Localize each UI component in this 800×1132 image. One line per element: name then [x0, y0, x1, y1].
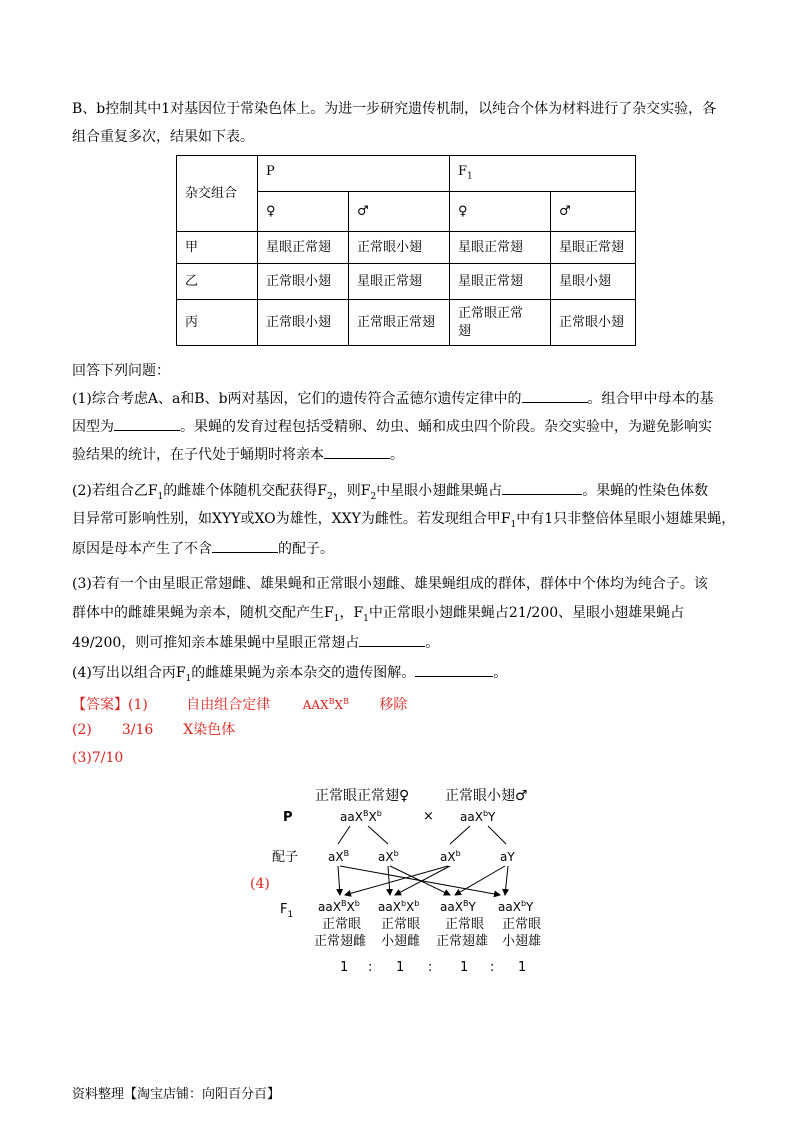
gamete-4: aY	[500, 850, 515, 864]
offspring-1-phenotype-b: 正常翅雌	[314, 934, 367, 949]
header-combo: 杂交组合	[177, 156, 258, 232]
offspring-3-phenotype-b: 正常翅雄	[436, 934, 489, 949]
offspring-1-genotype: $aaX^BX^b$	[318, 899, 360, 914]
ratio-value: 1	[460, 960, 469, 975]
offspring-2-genotype: $aaX^bX^b$	[378, 899, 420, 914]
answer-4-label: (4)	[250, 876, 270, 892]
label-p: P	[283, 810, 293, 825]
q4-line: (4)写出以组合丙$F_1$的雌雄果蝇为亲本杂交的遗传图解。 。	[72, 662, 507, 689]
parent-female-genotype: $aaX^BX^b$	[340, 809, 382, 824]
offspring-4-phenotype-a: 正常眼	[502, 917, 542, 932]
header-f1-female: ♀	[450, 192, 551, 232]
connector-line	[488, 826, 506, 844]
header-p-male: ♂	[349, 192, 450, 232]
cross-symbol: ×	[423, 809, 434, 824]
intro-line-1: B、b控制其中1对基因位于常染色体上。为进一步研究遗传机制，以纯合个体为材料进行了杂交实验，各	[72, 101, 717, 117]
label-f1: $F_1$	[280, 902, 294, 920]
cell: 正常眼小翅	[349, 232, 450, 264]
gamete-1: $aX^B$	[328, 849, 350, 864]
cell: 正常眼小翅	[258, 300, 349, 346]
q1-line-1: (1)综合考虑A、a和B、b两对基因，它们的遗传符合孟德尔遗传定律中的 。组合甲中母本的基	[72, 388, 714, 409]
table-row	[177, 232, 636, 264]
cell: 星眼正常翅	[450, 232, 551, 264]
cell: 星眼正常翅	[349, 264, 450, 300]
row-name: 甲	[177, 232, 258, 264]
answer-line-1: 【答案】(1) 自由组合定律 $AAX^BX^B$ 移除	[72, 697, 408, 713]
connector-line	[338, 826, 350, 844]
arrow	[455, 866, 505, 895]
q3-line-3: 49/200，则可推知亲本雄果蝇中星眼正常翅占 。	[72, 632, 439, 653]
cell: 星眼正常翅	[258, 232, 349, 264]
ratio-value: 1	[340, 960, 349, 975]
cell: 正常眼正常翅	[349, 300, 450, 346]
q2-line-3: 原因是母本产生了不含 的配子。	[72, 538, 334, 559]
label-gamete: 配子	[272, 850, 299, 865]
parent-female-phenotype: 正常眼正常翅♀	[315, 788, 410, 804]
ratio-sep: :	[428, 960, 433, 975]
q3-line-2: 群体中的雌雄果蝇为亲本，随机交配产生$F_1$，$F_1$中正常眼小翅雌果蝇占21/200、星眼小翅雄果蝇占	[72, 605, 685, 624]
answer-line-3: (3)7/10	[72, 750, 124, 766]
cell: 星眼小翅	[551, 264, 636, 300]
arrow	[345, 866, 448, 895]
gamete-3: $aX^b$	[440, 849, 461, 864]
header-f1-male: ♂	[551, 192, 636, 232]
cross-table	[176, 155, 636, 346]
offspring-2-phenotype-b: 小翅雌	[381, 934, 421, 949]
connector-line	[368, 826, 388, 844]
cell: 正常眼小翅	[551, 300, 636, 346]
q1-line-3: 验结果的统计，在子代处于蛹期时将亲本 。	[72, 444, 404, 465]
answer-line-2: (2) 3/16 X染色体	[72, 722, 236, 738]
offspring-4-genotype: aaX$^b$Y	[498, 899, 534, 914]
arrow	[338, 866, 340, 895]
connector-line	[450, 826, 470, 844]
cell: 星眼正常翅	[551, 232, 636, 264]
arrow	[505, 866, 508, 895]
ratio-value: 1	[396, 960, 405, 975]
ratio-sep: :	[368, 960, 373, 975]
header-p: P	[258, 156, 450, 192]
genetic-cross-diagram	[250, 780, 550, 980]
cell: 正常眼正常 翅	[450, 300, 551, 346]
header-f1: $F_1$	[450, 156, 636, 192]
questions-lead: 回答下列问题：	[72, 363, 170, 379]
gamete-2: $aX^b$	[378, 849, 399, 864]
offspring-3-phenotype-a: 正常眼	[445, 917, 485, 932]
offspring-2-phenotype-a: 正常眼	[381, 917, 421, 932]
row-name: 乙	[177, 264, 258, 300]
q3-line-1: (3)若有一个由星眼正常翅雌、雄果蝇和正常眼小翅雌、雄果蝇组成的群体，群体中个体均为纯合子。该	[72, 576, 708, 592]
row-name: 丙	[177, 300, 258, 346]
offspring-3-genotype: aaX$^B$Y	[440, 899, 476, 914]
q2-line-2: 目异常可影响性别，如XYY或XO为雄性，XXY为雌性。若发现组合甲$F_1$中有1只非整倍体星眼小翅雄果蝇，	[72, 511, 736, 530]
parent-male-genotype: aaX$^b$Y	[460, 809, 496, 824]
ratio-sep: :	[490, 960, 495, 975]
header-p-female: ♀	[258, 192, 349, 232]
footer-source: 资料整理【淘宝店铺：向阳百分百】	[72, 1087, 281, 1102]
table-row	[177, 300, 636, 346]
q2-line-1: (2)若组合乙$F_1$的雌雄个体随机交配获得$F_2$，则$F_2$中星眼小翅雌果蝇占 。果蝇的性染色体数	[72, 480, 708, 507]
parent-male-phenotype: 正常眼小翅♂	[445, 788, 528, 804]
offspring-4-phenotype-b: 小翅雄	[502, 934, 542, 949]
intro-line-2: 组合重复多次，结果如下表。	[72, 129, 254, 145]
ratio-value: 1	[518, 960, 527, 975]
cell: 正常眼小翅	[258, 264, 349, 300]
arrow	[388, 866, 390, 895]
answer-tag: 【答案】	[72, 697, 128, 713]
table-row	[177, 264, 636, 300]
cell: 星眼正常翅	[450, 264, 551, 300]
q1-line-2: 因型为 。果蝇的发育过程包括受精卵、幼虫、蛹和成虫四个阶段。杂交实验中，为避免影响实	[72, 416, 712, 437]
offspring-1-phenotype-a: 正常眼	[322, 917, 362, 932]
